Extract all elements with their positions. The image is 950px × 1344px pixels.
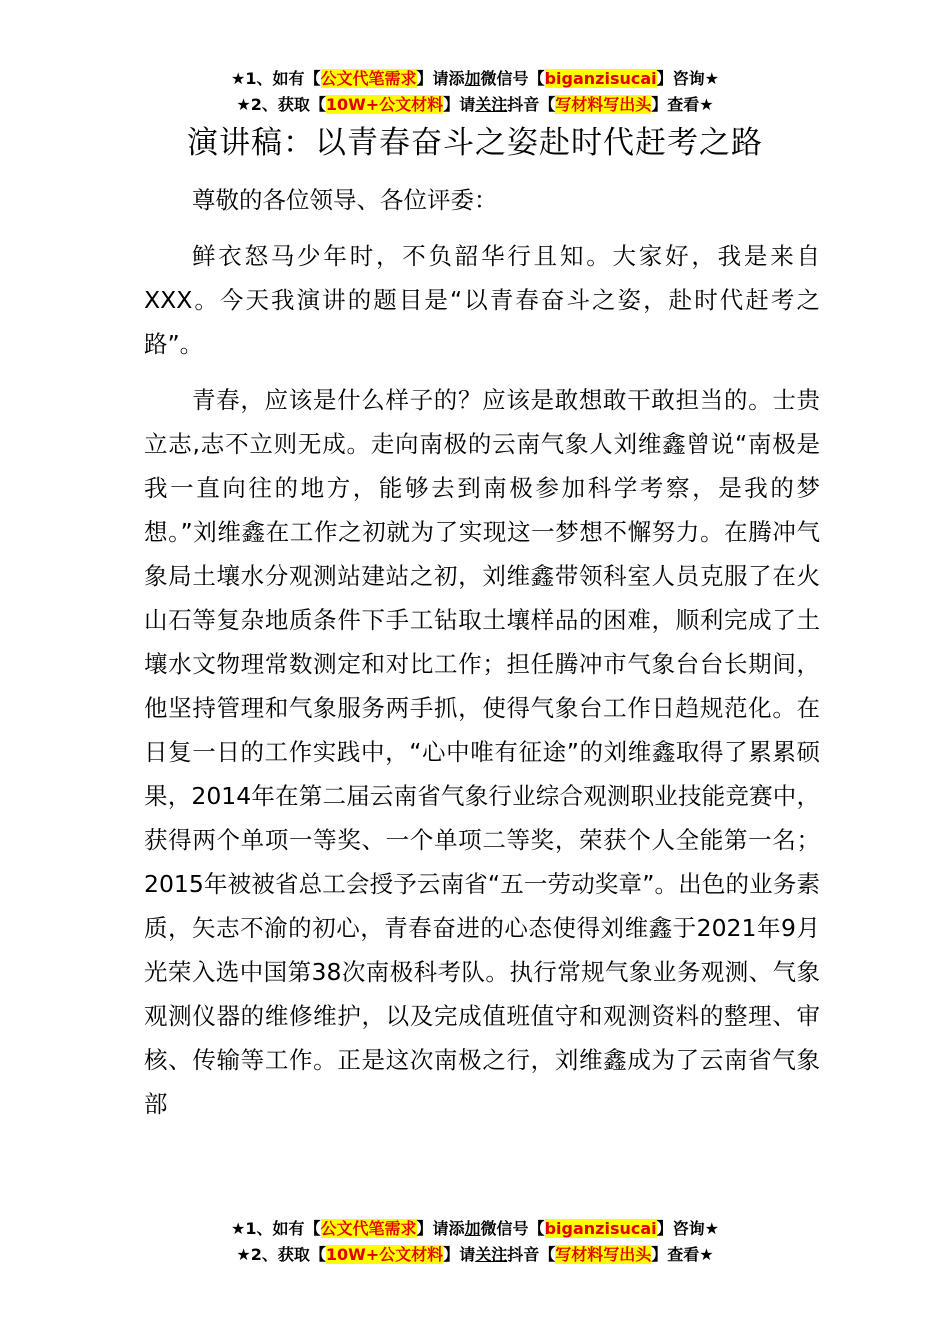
banner-text: 抖音【 (507, 1245, 556, 1264)
banner-underline: 加 (464, 1219, 481, 1238)
banner-line-2 (0, 92, 950, 118)
banner-text: 1、如有【 (245, 69, 321, 88)
banner-highlight: biganzisucai (544, 1219, 657, 1238)
banner-line-2 (0, 1242, 950, 1268)
banner-underline: 关注 (475, 1245, 508, 1264)
paragraph-main: 青春，应该是什么样子的？应该是敢想敢干敢担当的。士贵立志,志不立则无成。走向南极的云南气象人刘维鑫曾说“南极是我一直向往的地方，能够去到南极参加科学考察，是我的梦想。”刘维鑫在工作之初就为了实现这一梦想不懈努力。在腾冲气象局土壤水分观测站建站之初，刘维鑫带领科室人员克服了在火山石等复杂地质条件下手工钻取土壤样品的困难，顺利完成了土壤水文物理常数测定和对比工作；担任腾冲市气象台台长期间，他坚持管理和气象服务两手抓，使得气象台工作日趋规范化。在日复一日的工作实践中，“心中唯有征途”的刘维鑫取得了累累硕果，2014年在第二届云南省气象行业综合观测职业技能竞赛中，获得两个单项一等奖、一个单项二等奖，荣获个人全能第一名；2015年被被省总工会授予云南省“五一劳动奖章”。出色的业务素质，矢志不渝的初心，青春奋进的心态使得刘维鑫于2021年9月光荣入选中国第38次南极科考队。执行常规气象业务观测、气象观测仪器的维修维护，以及完成值班值守和观测资料的整理、审核、传输等工作。正是这次南极之行，刘维鑫成为了云南省气象部 (144, 386, 820, 1118)
banner-highlight: 写材料写出头 (555, 95, 652, 114)
banner-text: 】咨询★ (656, 69, 719, 88)
banner-highlight: 10W+公文材料 (325, 95, 444, 114)
banner-highlight: biganzisucai (544, 69, 657, 88)
star-icon: ★ (231, 1219, 246, 1238)
banner-text: 2、获取【 (250, 1245, 326, 1264)
banner-text: 微信号【 (480, 1219, 545, 1238)
banner-highlight: 10W+公文材料 (325, 1245, 444, 1264)
banner-highlight: 写材料写出头 (555, 1245, 652, 1264)
banner-text: 】查看★ (651, 1245, 714, 1264)
banner-text: 】请添 (416, 69, 465, 88)
banner-highlight: 公文代笔需求 (320, 69, 417, 88)
header-banner (0, 66, 950, 118)
banner-text: 】请 (443, 95, 476, 114)
banner-line-1 (0, 1216, 950, 1242)
banner-underline: 关注 (475, 95, 508, 114)
banner-line-1 (0, 66, 950, 92)
banner-highlight: 公文代笔需求 (320, 1219, 417, 1238)
banner-text: 】咨询★ (656, 1219, 719, 1238)
paragraph-intro: 鲜衣怒马少年时，不负韶华行且知。大家好，我是来自XXX。今天我演讲的题目是“以青春奋斗之姿，赴时代赶考之路”。 (144, 242, 820, 358)
banner-text: 】请 (443, 1245, 476, 1264)
star-icon: ★ (236, 1245, 251, 1264)
document-body (144, 178, 820, 1138)
banner-text: 2、获取【 (250, 95, 326, 114)
banner-text: 1、如有【 (245, 1219, 321, 1238)
banner-text: 】请添 (416, 1219, 465, 1238)
banner-text: 微信号【 (480, 69, 545, 88)
banner-text: 抖音【 (507, 95, 556, 114)
banner-underline: 加 (464, 69, 481, 88)
paragraph-salutation: 尊敬的各位领导、各位评委： (192, 186, 498, 214)
banner-text: 】查看★ (651, 95, 714, 114)
star-icon: ★ (236, 95, 251, 114)
document-title: 演讲稿：以青春奋斗之姿赴时代赶考之路 (187, 125, 763, 161)
star-icon: ★ (231, 69, 246, 88)
footer-banner (0, 1216, 950, 1268)
